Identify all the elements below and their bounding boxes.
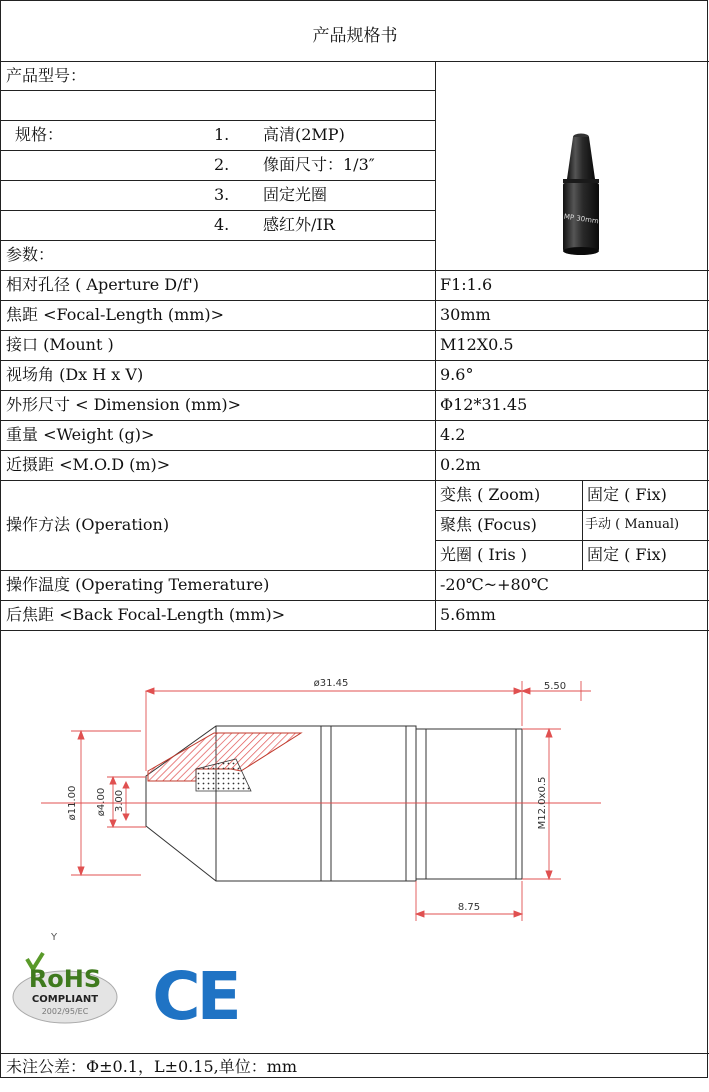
spec-item-number: 3. — [214, 185, 230, 204]
inner-diameter-dimension: 3.00 — [114, 789, 125, 813]
spec-item-text: 感红外/IR — [263, 215, 335, 234]
column-divider — [582, 480, 583, 570]
param-label: 接口 (Mount ) — [6, 335, 114, 354]
param-value: 4.2 — [440, 425, 466, 444]
spec-item-number: 4. — [214, 215, 230, 234]
param-value: 0.2m — [440, 455, 481, 474]
ce-mark: CE — [152, 963, 238, 1027]
lens-product-image — [541, 127, 621, 261]
param-value: F1:1.6 — [440, 275, 493, 294]
spec-item-text: 像面尺寸：1/3″ — [263, 155, 375, 174]
operation-mode: 手动 ( Manual) — [585, 517, 680, 532]
rohs-word: RoHS — [28, 965, 102, 993]
spec-item-text: 固定光圈 — [263, 185, 328, 204]
thread-dimension: M12.0x0.5 — [537, 776, 548, 830]
temp-value: -20℃~+80℃ — [440, 575, 549, 594]
spec-item-number: 2. — [214, 155, 230, 174]
back-length-dimension: 5.50 — [543, 681, 567, 692]
front-diameter-dimension: ø4.00 — [96, 787, 107, 817]
spec-label: 规格： — [15, 125, 64, 144]
params-label: 参数： — [6, 245, 55, 264]
page-title: 产品规格书 — [312, 26, 398, 46]
param-value: 9.6° — [440, 365, 474, 384]
operation-item: 聚焦 (Focus) — [440, 515, 537, 534]
operation-mode: 固定 ( Fix) — [587, 545, 667, 564]
param-label: 焦距 <Focal-Length (mm)> — [6, 305, 225, 324]
thread-length-dimension: 8.75 — [457, 902, 481, 913]
bfl-label: 后焦距 <Back Focal-Length (mm)> — [6, 605, 286, 624]
param-label: 重量 <Weight (g)> — [6, 425, 155, 444]
row-divider — [1, 61, 709, 62]
param-label: 外形尺寸 < Dimension (mm)> — [6, 395, 242, 414]
row-divider — [1, 240, 435, 241]
spec-item-text: 高清(2MP) — [263, 125, 345, 144]
param-value: 30mm — [440, 305, 491, 324]
length-dimension: ø31.45 — [313, 678, 349, 689]
rohs-sub: COMPLIANT — [31, 994, 99, 1005]
operation-item: 变焦 ( Zoom) — [440, 485, 541, 504]
param-label: 近摄距 <M.O.D (m)> — [6, 455, 171, 474]
bfl-value: 5.6mm — [440, 605, 496, 624]
model-label: 产品型号： — [6, 66, 87, 85]
param-label: 相对孔径 ( Aperture D/f') — [6, 275, 200, 294]
operation-item: 光圈 ( Iris ) — [440, 545, 528, 564]
cert-mark: Y — [51, 932, 58, 943]
lens-dimension-drawing — [1, 631, 707, 931]
param-value: Φ12*31.45 — [440, 395, 528, 414]
param-label: 视场角 (Dx H x V) — [6, 365, 144, 384]
operation-label: 操作方法 (Operation) — [6, 515, 170, 534]
tolerance-note: 未注公差：Φ±0.1，L±0.15,单位：mm — [6, 1057, 298, 1076]
rohs-standard: 2002/95/EC — [41, 1007, 89, 1016]
rohs-logo — [9, 947, 121, 1027]
lens-marking: MP 30mm — [563, 212, 600, 226]
outer-diameter-dimension: ø11.00 — [67, 785, 78, 821]
operation-mode: 固定 ( Fix) — [587, 485, 667, 504]
temp-label: 操作温度 (Operating Temerature) — [6, 575, 270, 594]
ce-logo — [149, 963, 241, 1027]
param-value: M12X0.5 — [440, 335, 514, 354]
column-divider — [435, 61, 436, 630]
spec-item-number: 1. — [214, 125, 230, 144]
